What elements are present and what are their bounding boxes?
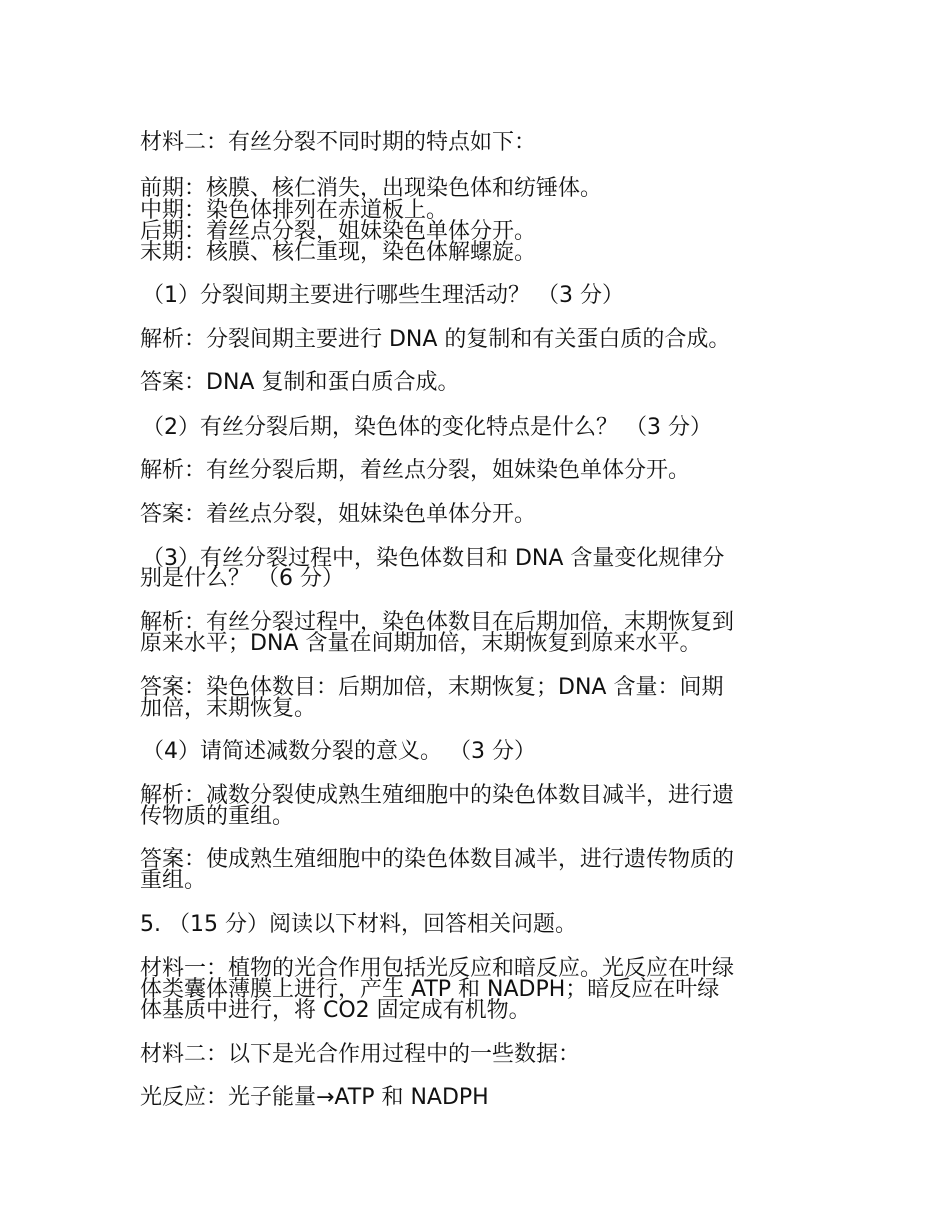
q4-question: （4）请简述减数分裂的意义。 （3 分） — [142, 739, 536, 764]
q5-material1-line1: 材料一：植物的光合作用包括光反应和暗反应。光反应在叶绿 — [140, 956, 735, 981]
q3-answer-line1: 答案：染色体数目：后期加倍，末期恢复；DNA 含量：间期 — [140, 675, 724, 700]
q3-question-line2: 别是什么？ （6 分） — [140, 566, 344, 591]
metaphase-line: 中期：染色体排列在赤道板上。 — [140, 198, 449, 223]
q2-answer: 答案：着丝点分裂，姐妹染色单体分开。 — [140, 502, 537, 527]
q4-answer-line2: 重组。 — [140, 868, 207, 893]
q3-answer-line2: 加倍，末期恢复。 — [140, 696, 317, 721]
q4-answer-line1: 答案：使成熟生殖细胞中的染色体数目减半，进行遗传物质的 — [140, 847, 735, 872]
telophase-line: 末期：核膜、核仁重现，染色体解螺旋。 — [140, 240, 537, 265]
q3-analysis-line2: 原来水平；DNA 含量在间期加倍，末期恢复到原来水平。 — [140, 631, 702, 656]
prophase-line: 前期：核膜、核仁消失，出现染色体和纺锤体。 — [140, 176, 603, 201]
q2-question: （2）有丝分裂后期，染色体的变化特点是什么？ （3 分） — [142, 415, 712, 440]
q2-analysis: 解析：有丝分裂后期，着丝点分裂，姐妹染色单体分开。 — [140, 458, 691, 483]
q4-analysis-line1: 解析：减数分裂使成熟生殖细胞中的染色体数目减半，进行遗 — [140, 783, 735, 808]
q5-light-reaction: 光反应：光子能量→ATP 和 NADPH — [140, 1085, 489, 1110]
q5-title: 5. （15 分）阅读以下材料，回答相关问题。 — [140, 912, 577, 937]
q5-material2-intro: 材料二：以下是光合作用过程中的一些数据： — [140, 1042, 581, 1067]
anaphase-line: 后期：着丝点分裂，姐妹染色单体分开。 — [140, 219, 537, 244]
material2-intro: 材料二：有丝分裂不同时期的特点如下： — [140, 130, 537, 155]
q3-question-line1: （3）有丝分裂过程中，染色体数目和 DNA 含量变化规律分 — [142, 546, 725, 571]
q4-analysis-line2: 传物质的重组。 — [140, 804, 295, 829]
q1-analysis: 解析：分裂间期主要进行 DNA 的复制和有关蛋白质的合成。 — [140, 327, 731, 352]
q3-analysis-line1: 解析：有丝分裂过程中，染色体数目在后期加倍，末期恢复到 — [140, 610, 735, 635]
q5-material1-line2: 体类囊体薄膜上进行，产生 ATP 和 NADPH；暗反应在叶绿 — [140, 977, 720, 1002]
q1-answer: 答案：DNA 复制和蛋白质合成。 — [140, 370, 460, 395]
q5-material1-line3: 体基质中进行，将 CO2 固定成有机物。 — [140, 998, 531, 1023]
q1-question: （1）分裂间期主要进行哪些生理活动？ （3 分） — [142, 283, 624, 308]
